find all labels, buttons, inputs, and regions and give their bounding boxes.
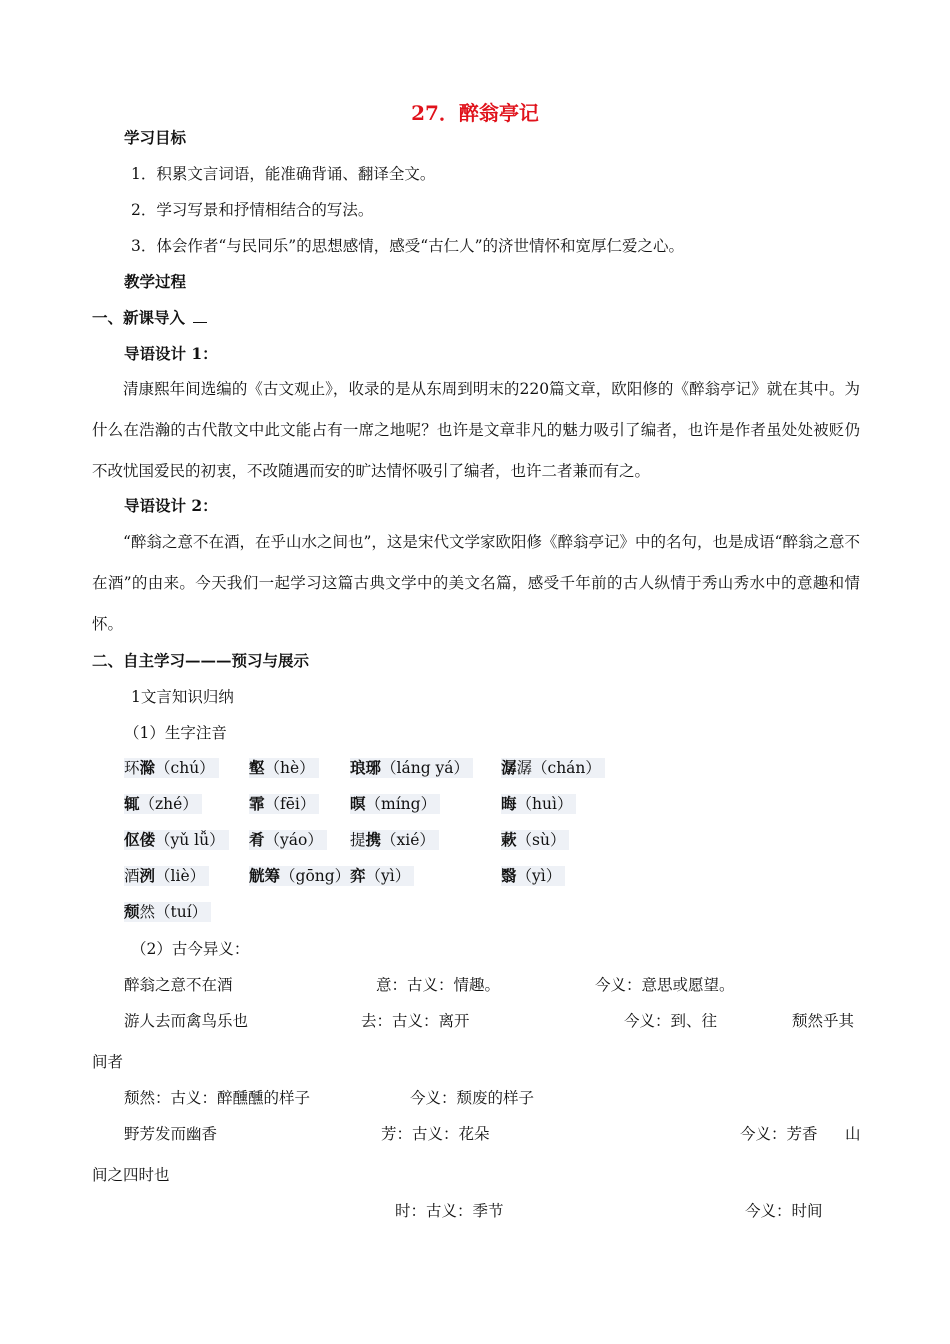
pinyin-cell: 霏（fēi） — [249, 794, 319, 814]
objective-item-3: 3．体会作者“与民同乐”的思想感情，感受“古仁人”的济世情怀和宽厚仁爱之心。 — [131, 237, 685, 255]
pinyin-cell: 伛偻（yǔ lǚ） — [124, 830, 229, 850]
objectives-heading: 学习目标 — [124, 128, 187, 147]
intro2-heading: 导语设计 2： — [124, 496, 218, 515]
pinyin-cell: 酒洌（liè） — [124, 866, 209, 886]
pinyin-cell: 蔌（sù） — [501, 830, 569, 850]
gujin-new-1: 今义：意思或愿望。 — [595, 976, 735, 994]
gujin-phrase-5-end: 间之四时也 — [92, 1166, 170, 1184]
pinyin-cell: 觥筹（gōng） — [249, 866, 354, 886]
pinyin-cell: 壑（hè） — [249, 758, 319, 778]
intro2-paragraph: “醉翁之意不在酒，在乎山水之间也”，这是宋代文学家欧阳修《醉翁亭记》中的名句，也是成语“醉翁之意不在酒”的由来。今天我们一起学习这篇古典文学中的美文名篇，感受千年前的古人纵情于秀山秀水中的意趣和情怀。 — [92, 533, 860, 633]
pinyin-cell: 颓然（tuí） — [124, 902, 211, 922]
gujin-new-4: 今义：芳香 — [740, 1125, 818, 1143]
gujin-phrase-3-start: 颓然乎其 — [792, 1012, 855, 1030]
gujin-heading: （2）古今异义： — [131, 940, 250, 958]
gujin-phrase-4: 野芳发而幽香 — [124, 1125, 218, 1143]
intro1-paragraph: 清康熙年间选编的《古文观止》，收录的是从东周到明末的220篇文章，欧阳修的《醉翁亭记》就在其中。为什么在浩瀚的古代散文中此文能占有一席之地呢？也许是文章非凡的魅力吸引了编者，也许是作者虽处处被贬仍不改忧国爱民的初衷，不改随遇而安的旷达情怀吸引了编者，也许二者兼而有之。 — [92, 380, 860, 480]
gujin-new-3: 今义：颓废的样子 — [410, 1089, 535, 1107]
gujin-old-3: 颓然：古义：醉醺醺的样子 — [124, 1089, 311, 1107]
pinyin-cell: 辄（zhé） — [124, 794, 202, 814]
gujin-old-2: 去：古义：离开 — [361, 1012, 470, 1030]
gujin-new-5: 今义：时间 — [745, 1202, 823, 1220]
pinyin-heading: （1）生字注音 — [124, 724, 227, 742]
gujin-phrase-3-end: 间者 — [92, 1053, 124, 1071]
gujin-old-4: 芳：古义：花朵 — [381, 1125, 490, 1143]
gujin-phrase-1: 醉翁之意不在酒 — [124, 976, 233, 994]
gujin-phrase-2: 游人去而禽鸟乐也 — [124, 1012, 249, 1030]
pinyin-cell: 环滁（chú） — [124, 758, 219, 778]
objective-item-2: 2．学习写景和抒情相结合的写法。 — [131, 201, 374, 219]
pinyin-cell: 提携（xié） — [350, 830, 439, 850]
pinyin-cell: 琅琊（láng yá） — [350, 758, 473, 778]
pinyin-cell: 肴（yáo） — [249, 830, 327, 850]
gujin-old-5: 时：古义：季节 — [395, 1202, 504, 1220]
objective-item-1: 1．积累文言词语，能准确背诵、翻译全文。 — [131, 165, 436, 183]
intro1-heading: 导语设计 1： — [124, 344, 218, 363]
gujin-old-1: 意：古义：情趣。 — [376, 976, 501, 994]
pinyin-cell: 暝（míng） — [350, 794, 440, 814]
pinyin-cell: 晦（huì） — [501, 794, 576, 814]
pinyin-cell: 翳（yì） — [501, 866, 565, 886]
section2-sub1: 1文言知识归纳 — [131, 688, 234, 706]
section1-underline — [193, 322, 207, 323]
gujin-phrase-5-start: 山 — [845, 1125, 861, 1143]
section1-heading: 一、新课导入 — [92, 308, 186, 327]
pinyin-cell: 弈（yì） — [350, 866, 414, 886]
document-title: 27．醉翁亭记 — [411, 101, 539, 125]
section2-heading: 二、自主学习———预习与展示 — [92, 651, 310, 670]
pinyin-cell: 潺潺（chán） — [501, 758, 605, 778]
gujin-new-2: 今义：到、往 — [624, 1012, 718, 1030]
process-heading: 教学过程 — [124, 272, 187, 291]
